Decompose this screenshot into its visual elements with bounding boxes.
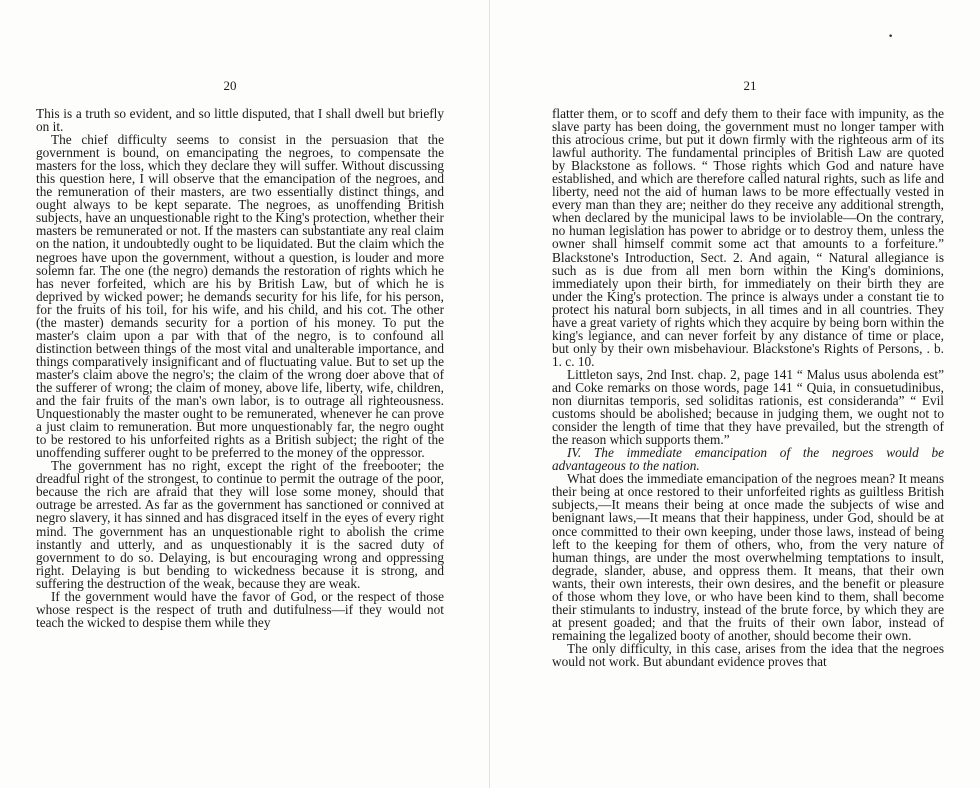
paragraph: flatter them, or to scoff and defy them to their face with impunity, as the slave party has been doing, the government must no longer tamper with this atrocious crime, but put it down firmly with the righteous arm of its lawful authority. The fundamental principles of British Law are quoted by Blackstone as follows. “ Those rights which God and nature have established, and which are therefore called natural rights, such as life and liberty, need not the aid of human laws to be more effectually vested in every man than they are; neither do they receive any additional strength, when declared by the municipal laws to be inviolable—On the contrary, no human legislation has power to abridge or to destroy them, unless the owner shall himself commit some act that amounts to a forfeiture.” Blackstone's Introduction, Sect. 2. And again, “ Natural allegiance is such as is due from all men born within the King's dominions, immediately upon their birth, for immediately on their birth they are under the King's protection. The prince is always under a constant tie to protect his natural born subjects, in all times and in all countries. They have a great variety of rights which they acquire by being born within the king's legiance, and can never forfeit by any distance of time or place, but only by their own misbehaviour. Blackstone's Rights of Persons, . b. 1. c. 10. bbox=[552, 106, 944, 369]
printer-mark: • bbox=[888, 32, 894, 42]
page-number: 21 bbox=[743, 78, 757, 93]
paragraph: The only difficulty, in this case, arises from the idea that the negroes would not work. But abundant evidence proves that bbox=[552, 640, 944, 669]
text-column bbox=[36, 107, 444, 629]
paragraph: This is a truth so evident, and so little disputed, that I shall dwell but briefly on it. bbox=[36, 106, 444, 135]
paragraph: If the government would have the favor of God, or the respect of those whose respect is the respect of truth and dutifulness—if they would not teach the wicked to despise them while they bbox=[36, 588, 444, 630]
paragraph: The government has no right, except the right of the freebooter; the dreadful right of the strongest, to continue to permit the outrage of the poor, because the rich are afraid that they will lose some money, should that outrage be arrested. As far as the government has sanctioned or connived at negro slavery, it has sinned and has disgraced itself in the eyes of every right mind. The government has an unquestionable right to abolish the crime instantly and utterly, and as unquestionably it is the sacred duty of government to do so. Delaying, is but encouraging wrong and oppressing right. Delaying is but bending to wickedness because it is strong, and suffering the destruction of the weak, because they are weak. bbox=[36, 458, 444, 591]
text-column bbox=[552, 107, 944, 668]
paragraph: The chief difficulty seems to consist in the persuasion that the government is bound, on emancipating the negroes, to compensate the masters for the loss, which they declare they will suffer. Without discussing this question here, I will observe that the emancipation of the negroes, and the remuneration of their masters, are two essentially distinct things, and ought always to be kept separate. The negroes, as unoffending British subjects, have an unquestionable right to the King's protection, whether their masters be remunerated or not. If the masters can substantiate any real claim on the nation, it undoubtedly ought to be liquidated. But the claim which the negroes have upon the government, without a question, is louder and more solemn far. The one (the negro) demands the restoration of rights which he has never forfeited, which are his by British Law, but of which he is deprived by wicked power; he demands security for his life, for his person, for the fruits of his toil, for his wife, and his child, and his cot. The other (the master) demands security for a portion of his money. To put the master's claim upon a par with that of the negro, is to confound all distinction between things of the most vital and unalterable importance, and things comparatively insignificant and of fluctuating value. But to set up the master's claim above the negro's; the claim of the wrong doer above that of the sufferer of wrong; the claim of money, above life, liberty, wife, children, and the fair fruits of the man's own labor, is to outrage all righteousness. Unquestionably the master ought to be remunerated, whenever he can prove a just claim to remuneration. But more unquestionably far, the negro ought to be restored to his unforfeited rights as a British subject; the right of the unoffending sufferer ought to be preferred to the money of the oppressor. bbox=[36, 132, 444, 461]
right-page bbox=[490, 0, 980, 788]
paragraph: Littleton says, 2nd Inst. chap. 2, page 141 “ Malus usus abolenda est” and Coke remarks on those words, page 141 “ Quia, in consuetudinibus, non diurnitas temporis, sed soliditas rationis, est consideranda” “ Evil customs should be abolished; because in judging them, we ought not to consider the length of time that they have prevailed, but the strength of the reason which supports them.” bbox=[552, 366, 944, 448]
page-number: 20 bbox=[223, 78, 237, 93]
paragraph: What does the immediate emancipation of the negroes mean? It means their being at once restored to their unforfeited rights as guiltless British subjects,—It means their being at once made the subjects of wise and benignant laws,—It means that their happiness, under God, should be at once committed to their own keeping, under those laws, instead of being left to the keeping for them of others, who, from the very nature of human things, are under the most overwhelming temptations to insult, degrade, slander, abuse, and oppress them. It means, that their own wants, their own interests, their own desires, and the benefit or pleasure of those whom they love, or who have been kind to them, shall become their stimulants to industry, instead of the brute force, by which they are at present goaded; and that the fruits of their own labor, instead of remaining the legalized booty of another, should become their own. bbox=[552, 471, 944, 643]
section-heading: IV. The immediate emancipation of the negroes would be advantageous to the nation. bbox=[552, 445, 944, 474]
